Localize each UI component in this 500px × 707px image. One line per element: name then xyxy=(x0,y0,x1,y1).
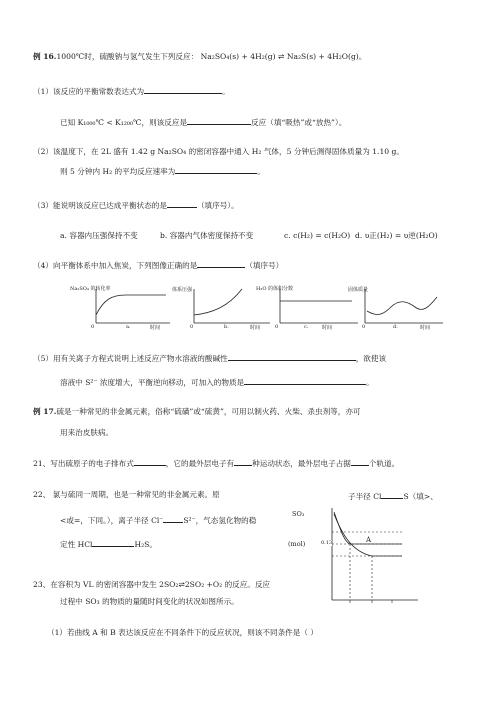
answer-blank[interactable] xyxy=(244,376,366,385)
q21-text2: ，它的最外层电子有 xyxy=(165,459,235,468)
q16-5-line1 xyxy=(33,352,386,364)
answer-blank[interactable] xyxy=(187,116,251,125)
equilibrium-arrow-icon: ⇌ xyxy=(278,52,285,61)
graph-a-ylabel: Na₂SO₄ 的转化率 xyxy=(70,286,111,292)
q16-4-text: （4）向平衡体系中加入焦炭，下列图像正确的是 xyxy=(33,261,198,270)
q22-right-post: S（填>、 xyxy=(403,492,438,501)
so3-graph-unit: (mol) xyxy=(288,540,306,548)
example-16-intro: 1000℃时，硫酸钠与氢气发生下列反应： xyxy=(56,52,199,61)
q16-3-text: （3）能说明该反应已达成平衡状态的是 xyxy=(33,201,167,210)
graph-d-ylabel: 固体质量 xyxy=(348,287,369,293)
q16-1b-post: 反应（填“吸热”或“放热”）。 xyxy=(251,118,347,127)
q16-5-post: ，欲使该 xyxy=(355,354,387,363)
graph-b-xlabel: 时间 xyxy=(250,325,261,331)
q16-2-line2 xyxy=(60,165,265,177)
graph-b-tag: b. xyxy=(224,324,229,330)
q22-line2 xyxy=(60,514,256,526)
q16-4-post: （填序号） xyxy=(245,261,284,270)
q16-5-end: 。 xyxy=(366,378,374,387)
q16-2-text: （2）该温度下，在 2L 盛有 1.42 g Na₂SO₄ 的密闭容器中通入 H₂ 气体，5 分钟后测得固体质量为 1.10 g。 xyxy=(33,147,404,156)
example-16-title: 例 16. xyxy=(33,52,57,61)
graph-d-xlabel: 时间 xyxy=(420,325,431,331)
answer-blank[interactable] xyxy=(228,352,356,361)
option-a: a. 容器内压强保持不变 xyxy=(60,231,138,240)
answer-blank[interactable] xyxy=(197,259,245,268)
q22-text3: 定性 HCl xyxy=(60,540,93,549)
equation-end: 。 xyxy=(358,52,367,61)
graph-d-origin: 0 xyxy=(362,324,366,330)
q16-3 xyxy=(33,199,239,211)
graph-c-ylabel: H₂O 的体积分数 xyxy=(256,286,294,292)
q22-text2-post: S²⁻，气态氢化物的稳 xyxy=(183,516,257,525)
q16-2-line1 xyxy=(33,147,404,157)
q16-5-line2 xyxy=(60,376,374,388)
q16-1 xyxy=(33,85,230,97)
q21 xyxy=(33,457,399,469)
q21-text4: 个轨道。 xyxy=(368,459,400,468)
answer-blank[interactable] xyxy=(134,457,166,466)
graph-c-origin: 0 xyxy=(275,324,279,330)
graph-c-tag: c. xyxy=(304,324,309,330)
example-17-title: 例 17. xyxy=(33,407,57,416)
q16-4 xyxy=(33,259,283,271)
answer-blank[interactable] xyxy=(163,514,183,523)
so3-curve-a-label: A xyxy=(366,536,372,544)
q16-5-text: （5）用有关离子方程式说明上述反应产物水溶液的酸碱性 xyxy=(33,354,228,363)
q21-text: 21、写出硫原子的电子排布式 xyxy=(33,459,134,468)
answer-blank[interactable] xyxy=(92,538,134,547)
q16-1b xyxy=(60,116,346,128)
graph-b-origin: 0 xyxy=(190,324,194,330)
option-c: c. c(H₂) = c(H₂O) xyxy=(284,231,351,240)
graph-b-ylabel: 体系压强 xyxy=(172,287,193,293)
q22-text3-post: H₂S。 xyxy=(134,540,157,549)
q16-5-text2: 溶液中 S²⁻ 浓度增大，平衡逆向移动，可加入的物质是 xyxy=(60,378,245,387)
q21-text3: 种运动状态，最外层电子占据 xyxy=(252,459,351,468)
example-16-header xyxy=(33,52,366,62)
answer-blank[interactable] xyxy=(144,85,222,94)
equation-left: Na₂SO₄(s) + 4H₂(g) xyxy=(200,52,276,61)
answer-blank[interactable] xyxy=(167,199,197,208)
so3-graph-ylabel: SO₃ xyxy=(292,510,305,518)
so3-graph xyxy=(322,506,422,606)
answer-blank[interactable] xyxy=(381,490,403,499)
q22-right xyxy=(348,490,438,502)
so3-graph-tick: 0.13 xyxy=(321,540,333,546)
q23-text-mid: 2SO₂ +O₂ 的反应。反应 xyxy=(184,580,271,589)
equilibrium-arrow-icon: ⇌ xyxy=(178,580,185,589)
q16-1-text: （1）该反应的平衡常数表达式为 xyxy=(33,87,145,96)
q23-text: 23、在容积为 VL 的密闭容器中发生 2SO₂ xyxy=(33,580,179,589)
example-17-intro: 硫是一种常见的非金属元素，俗称“硫磺”或“硫黄”，可用以制火药、火柴、杀虫剂等，亦可 xyxy=(56,407,361,416)
option-d: d. υ正(H₂) = υ逆(H₂O) xyxy=(355,231,438,240)
q16-1b-text: 已知 K₁₀₀₀℃ < K₁₂₀₀℃，则该反应是 xyxy=(60,118,188,127)
q16-3-post: （填序号）。 xyxy=(196,201,239,210)
graph-a-origin: 0 xyxy=(91,324,95,330)
q16-2-text2: 则 5 分钟内 H₂ 的平均反应速率为 xyxy=(60,167,176,176)
so3-graph-svg xyxy=(322,506,422,606)
q16-2-end: 。 xyxy=(257,167,265,176)
q23-sub1: （1）若曲线 A 和 B 表达该反应在不同条件下的反应状况，则该不同条件是（ ） xyxy=(47,628,318,637)
equation-right: Na₂S(s) + 4H₂O(g) xyxy=(286,52,359,61)
answer-blank[interactable] xyxy=(175,165,257,174)
graph-a-xlabel: 时间 xyxy=(150,325,161,331)
q22-right-text: 子半径 Cl xyxy=(348,492,382,501)
q22-text2: <或=，下同。），离子半径 Cl⁻ xyxy=(60,516,164,525)
q23-line1 xyxy=(33,580,270,590)
graph-a-tag: a. xyxy=(126,324,131,330)
graph-d-tag: d. xyxy=(393,324,398,330)
q22-line3 xyxy=(60,538,157,550)
example-17-line2: 用来治皮肤病。 xyxy=(60,428,114,437)
q22-line1: 22、 氯与硫同一周期，也是一种常见的非金属元素。原 xyxy=(33,490,220,499)
graph-c-xlabel: 时间 xyxy=(322,325,333,331)
q23-line2: 过程中 SO₃ 的物质的量随时间变化的状况如图所示。 xyxy=(60,597,239,606)
answer-blank[interactable] xyxy=(234,457,252,466)
option-b: b. 容器内气体密度保持不变 xyxy=(160,231,254,240)
example-17-line1 xyxy=(33,407,361,417)
q16-1-end: 。 xyxy=(222,87,230,96)
answer-blank[interactable] xyxy=(351,457,369,466)
